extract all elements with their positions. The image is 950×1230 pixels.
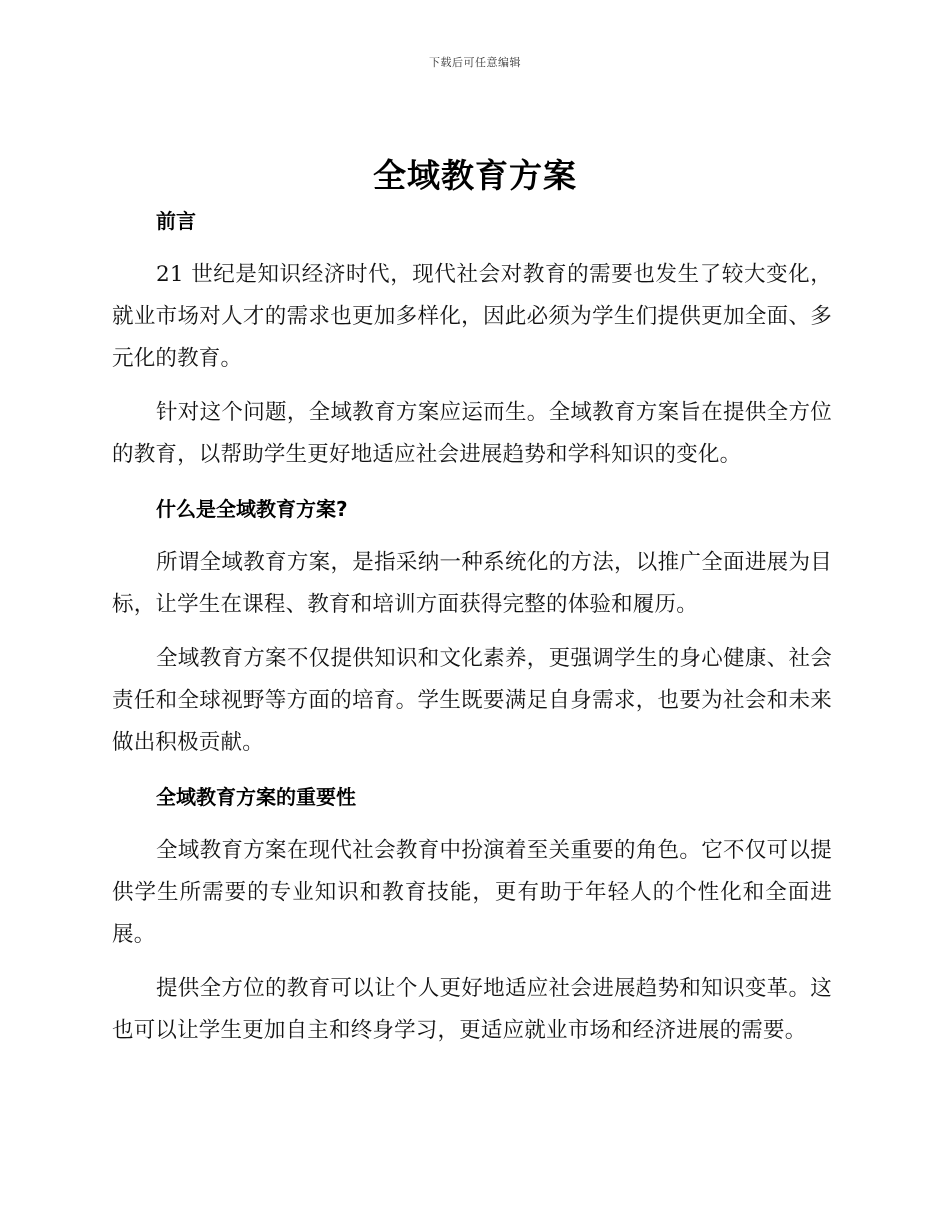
document-title: 全域教育方案 bbox=[373, 156, 577, 195]
paragraph: 21 世纪是知识经济时代，现代社会对教育的需要也发生了较大变化，就业市场对人才的需求也更加多样化，因此必须为学生们提供更加全面、多元化的教育。 bbox=[112, 262, 832, 371]
section-heading: 全域教育方案的重要性 bbox=[156, 785, 356, 809]
header-note: 下载后可任意编辑 bbox=[429, 56, 521, 69]
section-heading: 前言 bbox=[156, 209, 196, 233]
section-preface bbox=[112, 200, 832, 476]
paragraph: 所谓全域教育方案，是指采纳一种系统化的方法，以推广全面进展为目标，让学生在课程、教育和培训方面获得完整的体验和履历。 bbox=[112, 550, 832, 617]
document-body bbox=[112, 200, 832, 1064]
paragraph: 全域教育方案不仅提供知识和文化素养，更强调学生的身心健康、社会责任和全球视野等方面的培育。学生既要满足自身需求，也要为社会和未来做出积极贡献。 bbox=[112, 646, 832, 755]
paragraph: 提供全方位的教育可以让个人更好地适应社会进展趋势和知识变革。这也可以让学生更加自主和终身学习，更适应就业市场和经济进展的需要。 bbox=[112, 976, 832, 1043]
section-definition bbox=[112, 488, 832, 764]
section-heading: 什么是全域教育方案? bbox=[156, 497, 348, 521]
paragraph: 针对这个问题，全域教育方案应运而生。全域教育方案旨在提供全方位的教育，以帮助学生更好地适应社会进展趋势和学科知识的变化。 bbox=[112, 400, 832, 467]
paragraph: 全域教育方案在现代社会教育中扮演着至关重要的角色。它不仅可以提供学生所需要的专业知识和教育技能，更有助于年轻人的个性化和全面进展。 bbox=[112, 838, 832, 947]
section-importance bbox=[112, 776, 832, 1052]
